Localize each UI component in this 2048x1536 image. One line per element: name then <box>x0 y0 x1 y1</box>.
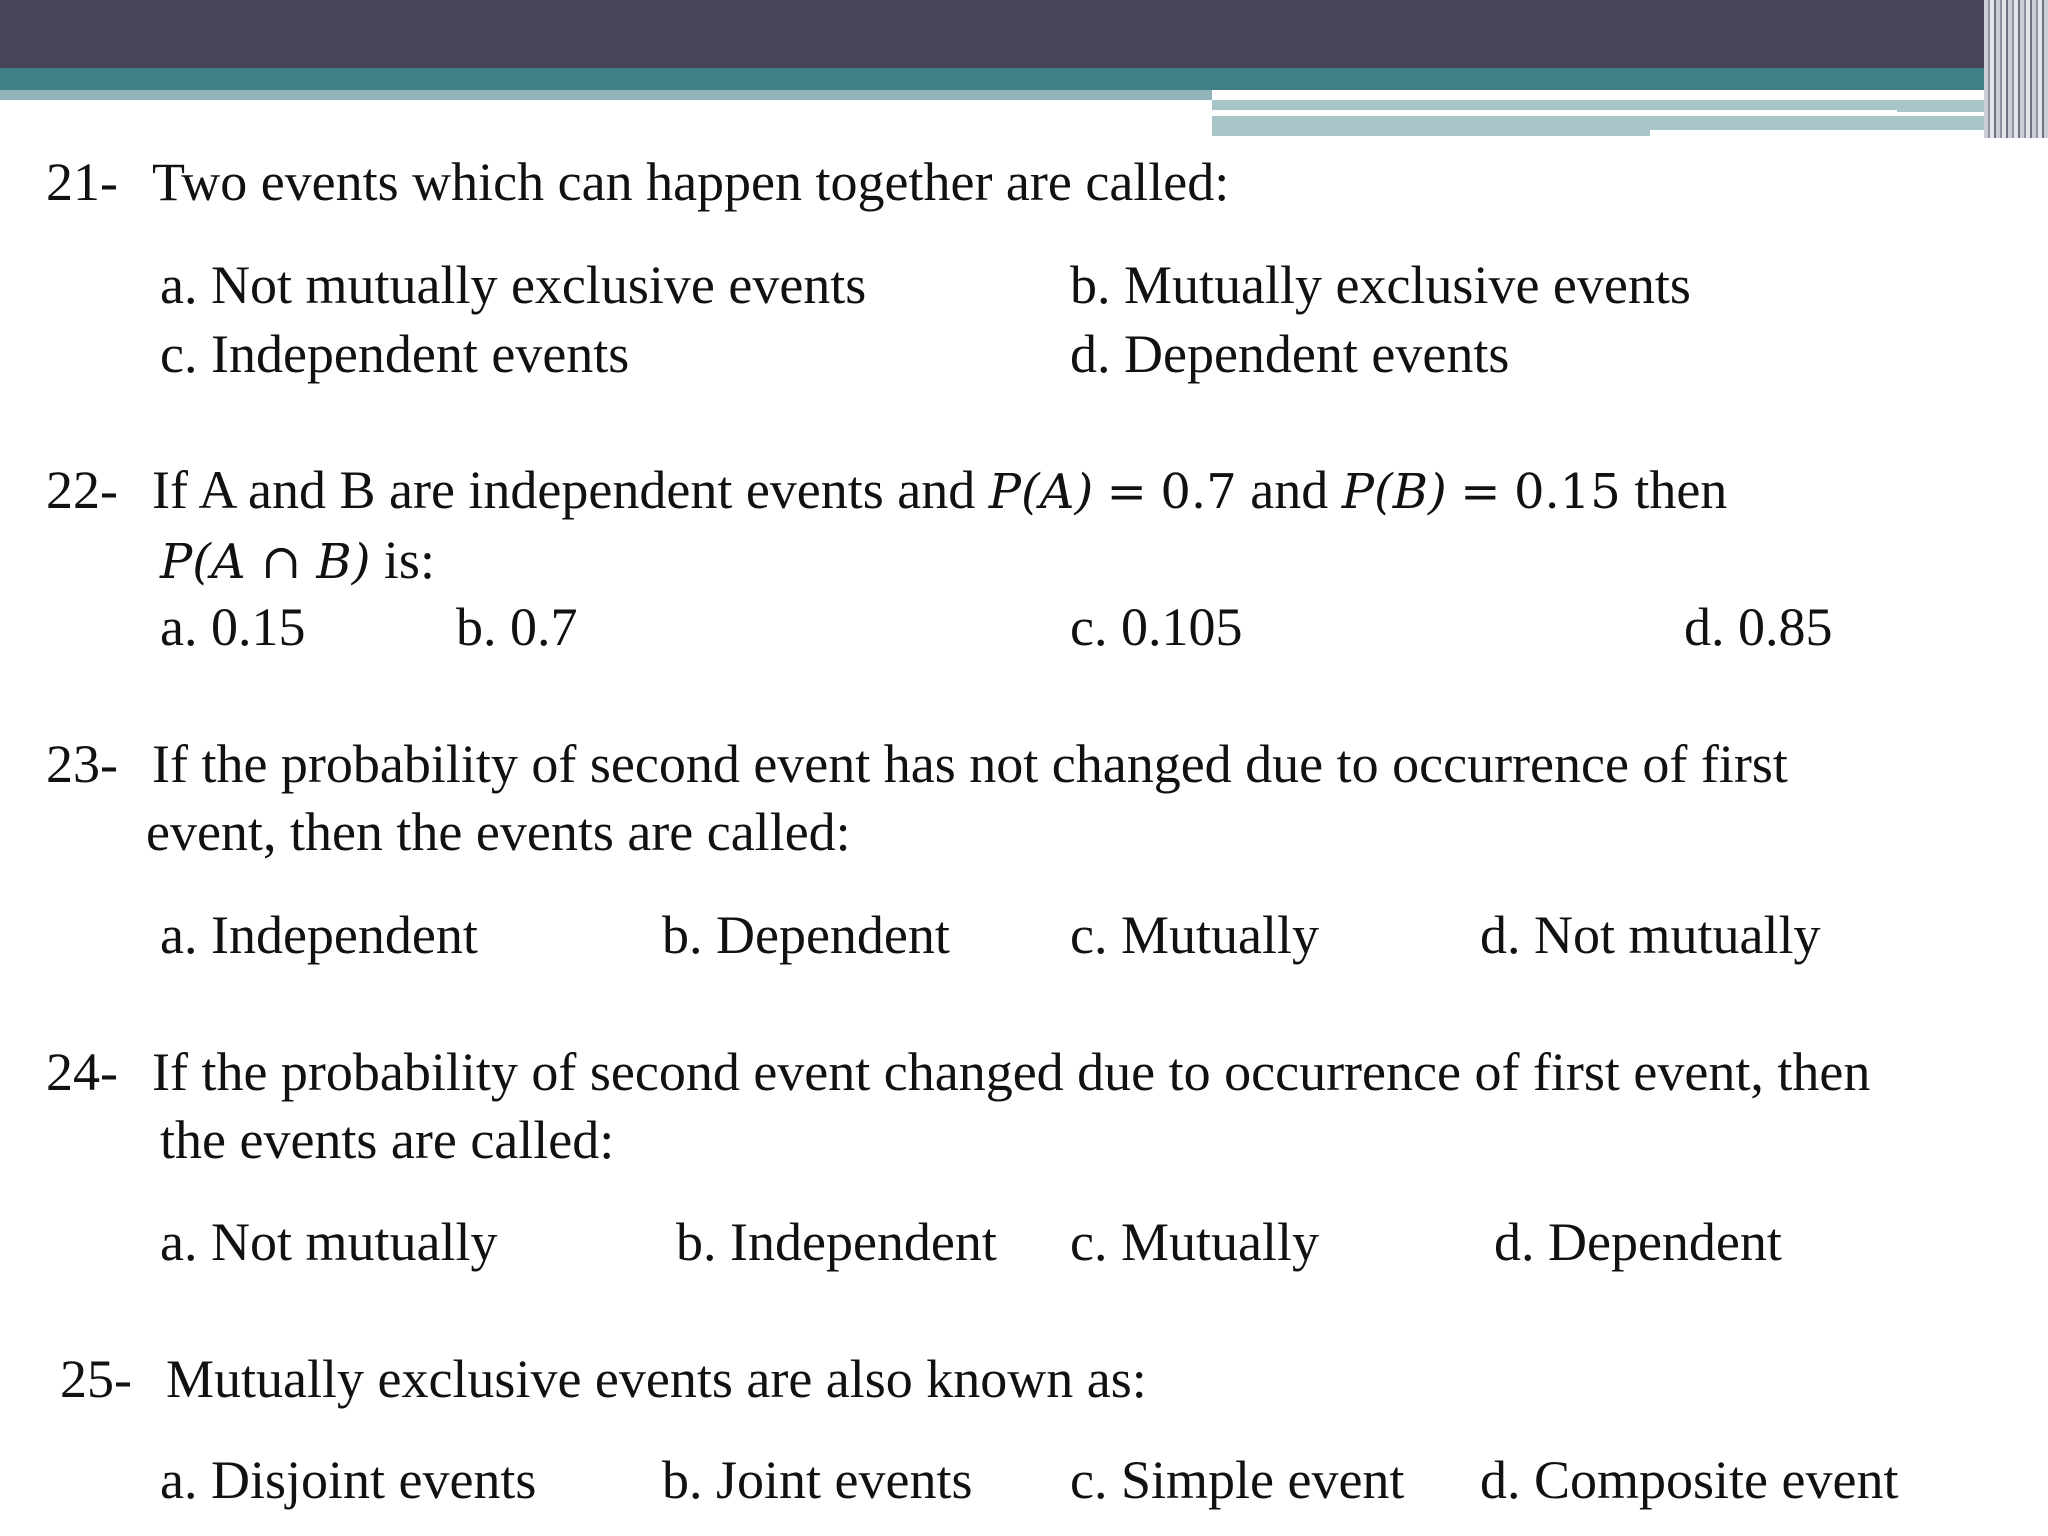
then-word: then <box>1634 460 1728 520</box>
option-d: d. Dependent <box>1494 1212 1782 1272</box>
question-number: 25- <box>60 1349 132 1409</box>
option-b: b. Independent <box>676 1212 997 1272</box>
option-d: d. Dependent events <box>1070 324 1510 384</box>
option-d: d. Not mutually <box>1480 905 1821 965</box>
option-c: c. Independent events <box>160 324 630 384</box>
and-word: and <box>1250 460 1329 520</box>
option-d: d. 0.85 <box>1684 597 1833 657</box>
question-text-line2: event, then the events are called: <box>146 802 851 862</box>
option-a: a. 0.15 <box>160 597 306 657</box>
option-b: b. Dependent <box>662 905 950 965</box>
equals-sign: = <box>1106 464 1147 520</box>
question-text-line2 <box>160 528 435 594</box>
probability-b-expression: P(B) <box>1341 464 1447 520</box>
question-text: Mutually exclusive events are also known as: <box>166 1349 1147 1409</box>
question-number: 24- <box>46 1042 118 1102</box>
option-c: c. Mutually <box>1070 905 1319 965</box>
probability-a-expression: P(A) <box>988 464 1094 520</box>
question-text-line2: the events are called: <box>160 1110 615 1170</box>
option-b: b. 0.7 <box>456 597 578 657</box>
probability-b-value: 0.15 <box>1513 464 1621 520</box>
option-a: a. Disjoint events <box>160 1450 537 1510</box>
question-number: 23- <box>46 734 118 794</box>
probability-a-value: 0.7 <box>1160 464 1237 520</box>
option-c: c. Simple event <box>1070 1450 1405 1510</box>
question-text-line1: If the probability of second event has not changed due to occurrence of first <box>152 734 1788 794</box>
option-d: d. Composite event <box>1480 1450 1899 1510</box>
option-c: c. Mutually <box>1070 1212 1319 1272</box>
header-stripes <box>1984 0 2048 138</box>
option-b: b. Mutually exclusive events <box>1070 255 1691 315</box>
is-word: is: <box>383 530 435 590</box>
question-text-prefix: If A and B are independent events and <box>152 460 976 520</box>
question-number: 22- <box>46 460 118 520</box>
option-b: b. Joint events <box>662 1450 973 1510</box>
question-text: Two events which can happen together are called: <box>152 152 1230 212</box>
option-a: a. Independent <box>160 905 478 965</box>
intersection-expression: P(A ∩ B) <box>160 534 371 590</box>
header-accent-band <box>0 68 2048 90</box>
option-a: a. Not mutually <box>160 1212 498 1272</box>
header-bar <box>0 0 2048 68</box>
option-c: c. 0.105 <box>1070 597 1243 657</box>
equals-sign: = <box>1460 464 1501 520</box>
option-a: a. Not mutually exclusive events <box>160 255 867 315</box>
question-text-line1: If the probability of second event changed due to occurrence of first event, then <box>152 1042 1871 1102</box>
header-light-band <box>0 90 1212 100</box>
question-text-line1 <box>152 458 1727 524</box>
question-number: 21- <box>46 152 118 212</box>
